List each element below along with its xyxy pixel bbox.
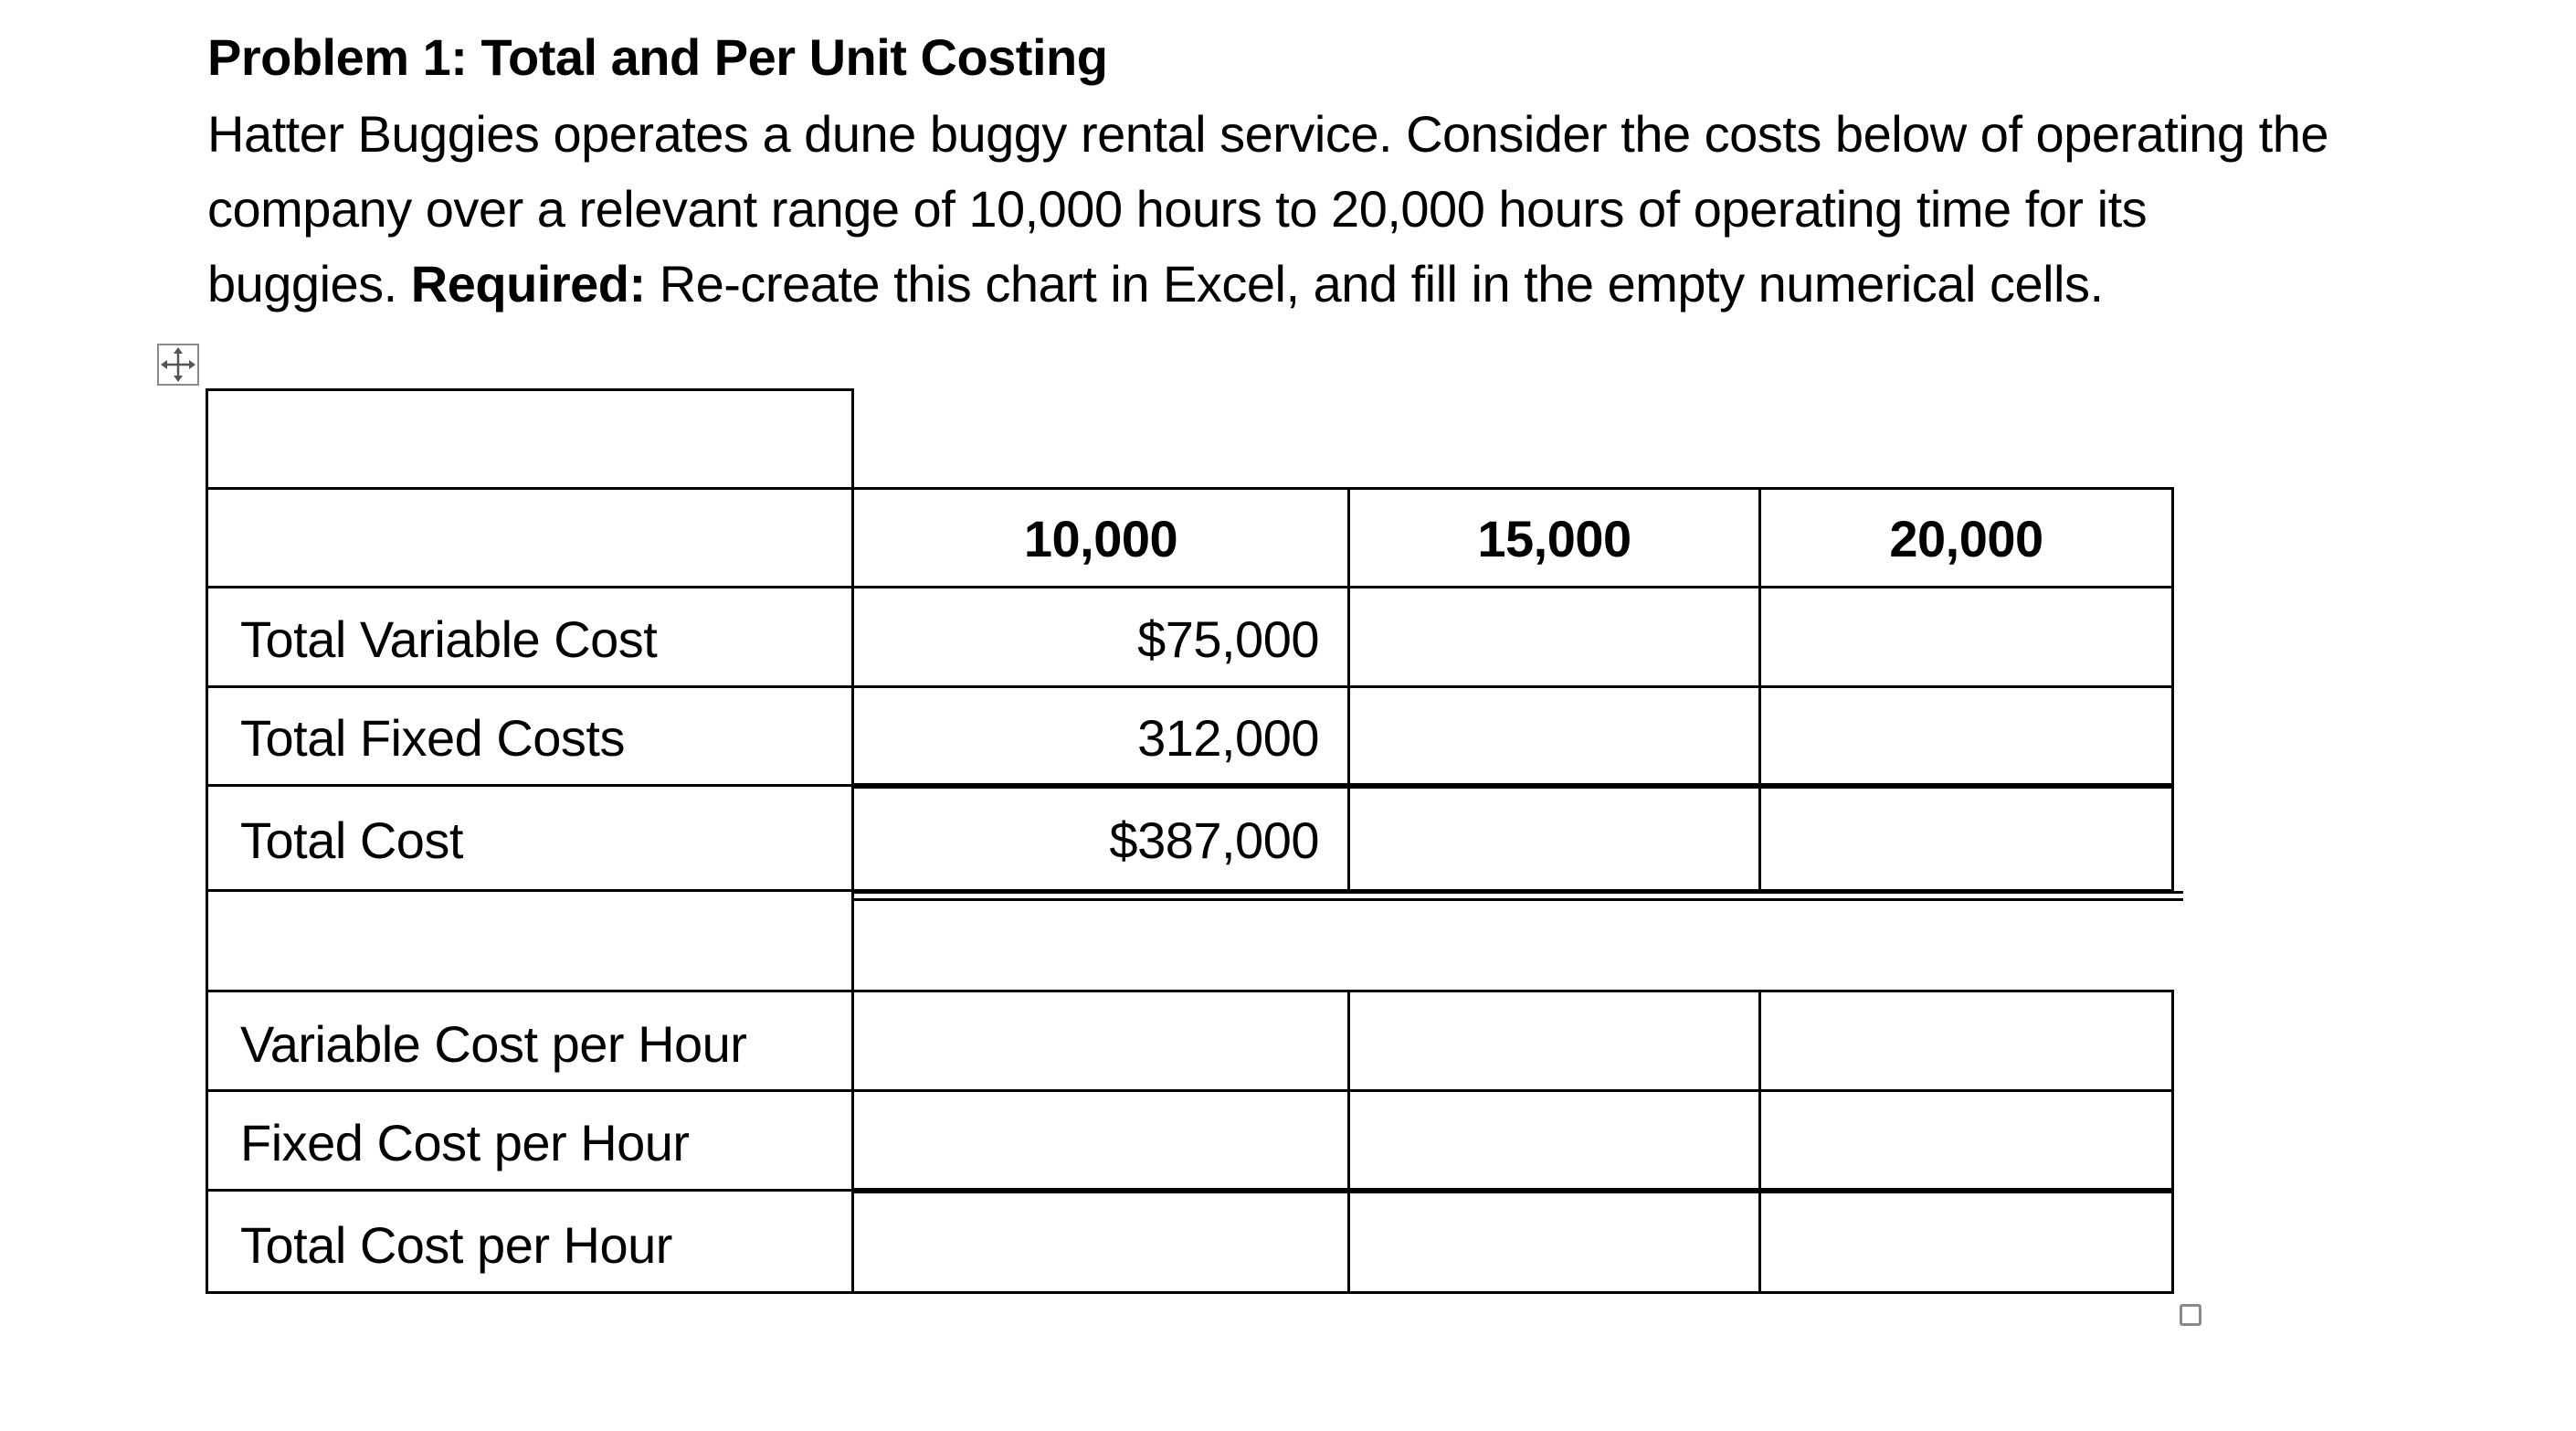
row-label-fixed-cost-per-hour: Fixed Cost per Hour	[240, 1114, 690, 1171]
total-cost-10000[interactable]: $387,000	[1109, 811, 1319, 869]
per-hour-row-divider-2-thick	[851, 1188, 2174, 1193]
totals-col-divider-3	[1758, 586, 1761, 892]
per-hour-col-divider-3	[1758, 990, 1761, 1294]
row-label-variable-cost-per-hour: Variable Cost per Hour	[240, 1015, 747, 1073]
column-header-15000: 15,000	[1477, 510, 1631, 567]
row-label-total-fixed-costs: Total Fixed Costs	[240, 709, 625, 767]
totals-row-divider-1	[206, 685, 2174, 688]
description-line-1: Hatter Buggies operates a dune buggy rental service. Consider the costs below of operating the	[207, 105, 2328, 163]
total-variable-cost-10000[interactable]: $75,000	[1137, 610, 1319, 668]
per-hour-row-divider-2	[206, 1189, 854, 1192]
move-arrows-icon	[159, 345, 197, 384]
row-label-total-cost: Total Cost	[240, 811, 463, 869]
description-line-3	[207, 247, 2573, 322]
resize-square-icon[interactable]	[2180, 1304, 2201, 1326]
table-move-handle[interactable]	[157, 344, 199, 386]
table-blank-middle-cell[interactable]	[206, 889, 854, 992]
total-fixed-costs-10000[interactable]: 312,000	[1137, 709, 1319, 767]
totals-row-divider-2-thick	[851, 783, 2174, 789]
column-header-20000: 20,000	[1889, 510, 2043, 567]
per-hour-col-divider-1	[851, 990, 854, 1294]
totals-col-divider-2	[1347, 586, 1350, 892]
row-label-total-cost-per-hour: Total Cost per Hour	[240, 1216, 672, 1274]
totals-row-divider-2	[206, 784, 854, 787]
description-line-3-start: buggies.	[207, 255, 411, 313]
per-hour-col-divider-2	[1347, 990, 1350, 1294]
total-cost-double-underline-2	[851, 898, 2183, 901]
total-cost-double-underline-1	[851, 891, 2183, 894]
table-header-label-cell[interactable]	[206, 487, 854, 588]
problem-description	[207, 97, 2573, 322]
required-label: Required:	[410, 255, 646, 313]
column-header-10000: 10,000	[1023, 510, 1178, 567]
problem-title: Problem 1: Total and Per Unit Costing	[207, 28, 1108, 86]
row-label-total-variable-cost: Total Variable Cost	[240, 610, 658, 668]
table-blank-top-cell[interactable]	[206, 388, 854, 490]
per-hour-row-divider-1	[206, 1089, 2174, 1092]
description-line-3-end: Re-create this chart in Excel, and fill in the empty numerical cells.	[645, 255, 2104, 313]
description-line-2: company over a relevant range of 10,000 hours to 20,000 hours of operating time for its	[207, 180, 2148, 238]
